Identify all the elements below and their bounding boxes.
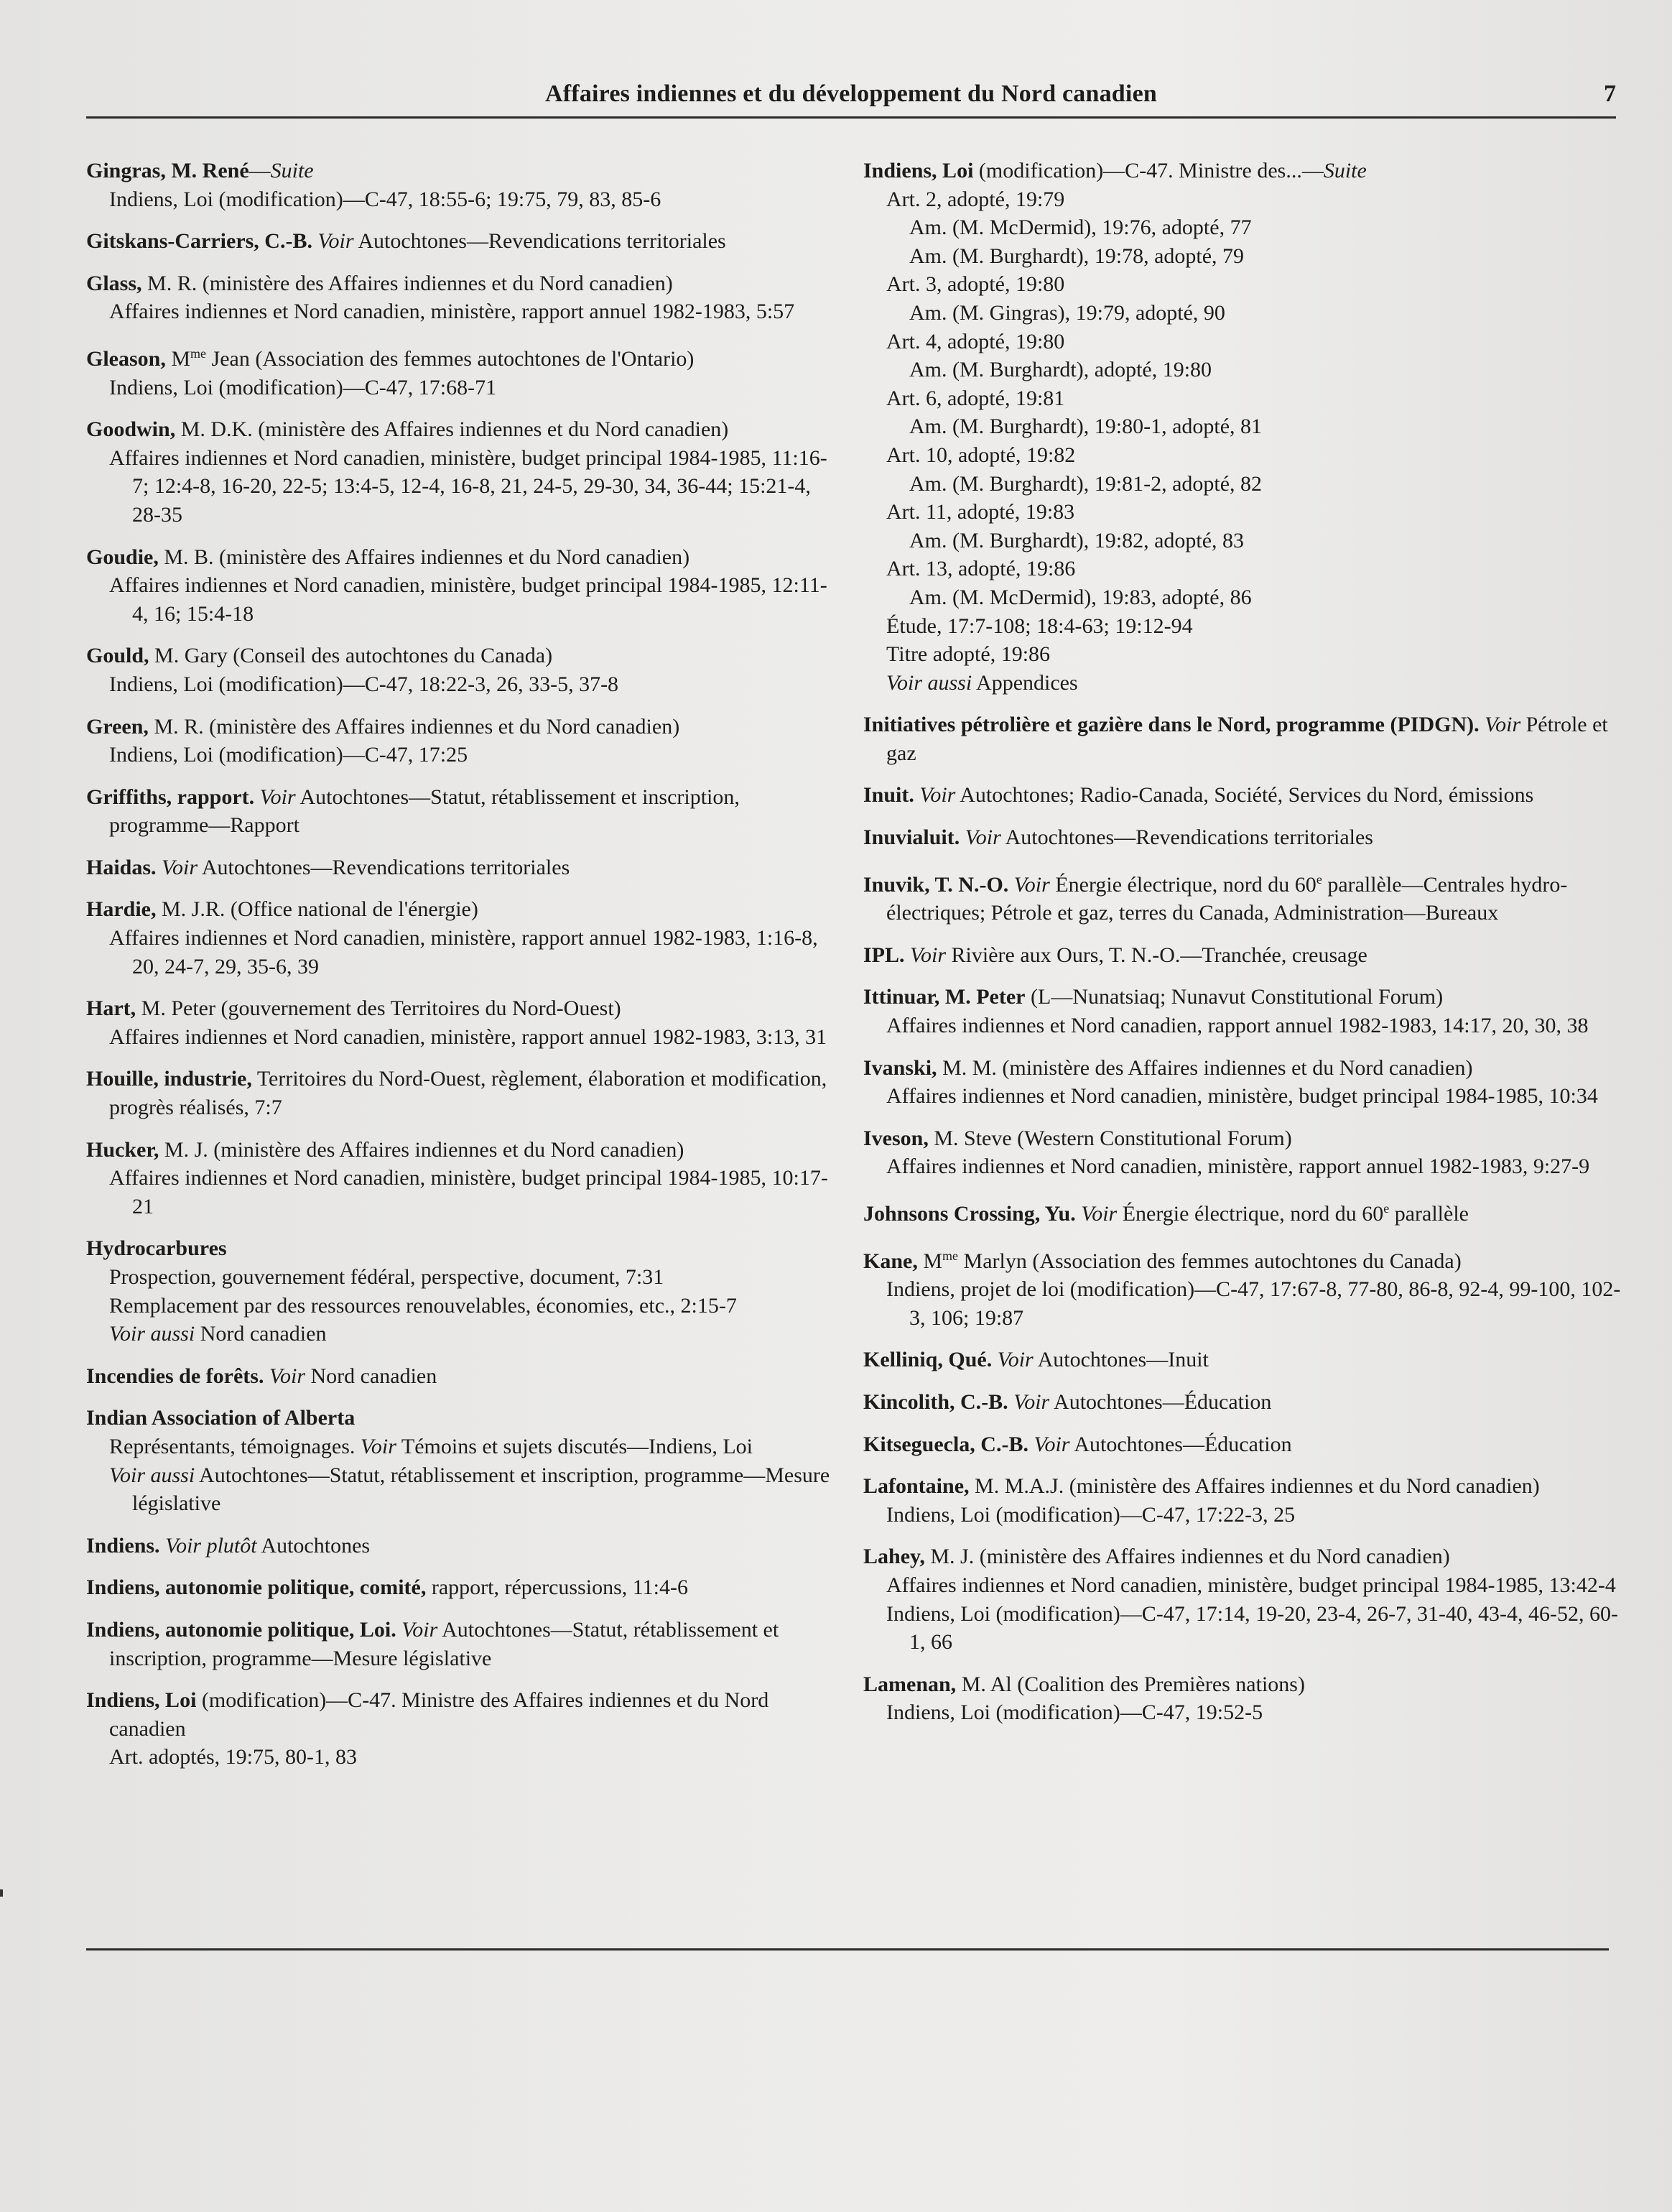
cross-reference-label: Voir (1485, 713, 1521, 737)
entry-heading-text: Gleason, (86, 346, 166, 371)
index-entry (863, 1472, 1625, 1529)
entry-text: Art. 10, adopté, 19:82 (886, 443, 1076, 467)
index-subentry (863, 270, 1625, 299)
index-entry-heading (863, 1472, 1625, 1501)
entry-heading-text: Hydrocarbures (86, 1236, 227, 1261)
index-subsubentry (863, 356, 1625, 384)
entry-text: Art. 13, adopté, 19:86 (886, 557, 1076, 581)
entry-heading-text: Hardie, (86, 897, 157, 922)
entry-text: Affaires indiennes et Nord canadien, ministère, budget principal 1984-1985, 11:16-7; 12:4-8, 16-20, 22-5; 13:4-5, 12-4, 16-8, 21, 24-5, 29-30, 34, 36-44; 15:21-4, 28-35 (109, 445, 827, 527)
index-subentry (863, 384, 1625, 413)
entry-text: parallèle—Centrales hydro-électriques; Pétrole et gaz, terres du Canada, Administration—Bureaux (886, 872, 1568, 925)
entry-text: (L—Nunatsiaq; Nunavut Constitutional Forum) (1025, 985, 1444, 1009)
entry-heading-text: Indiens. (86, 1533, 160, 1558)
entry-heading-text: Indiens, Loi (86, 1688, 197, 1713)
entry-heading-text: Hucker, (86, 1137, 159, 1162)
entry-text: Am. (M. Gingras), 19:79, adopté, 90 (909, 300, 1225, 325)
index-subsubentry (863, 527, 1625, 555)
cross-reference-label: Voir plutôt (165, 1533, 257, 1558)
entry-text: Prospection, gouvernement fédéral, perspective, document, 7:31 (109, 1265, 664, 1289)
entry-text: me (190, 346, 207, 361)
entry-heading-text: Indiens, autonomie politique, Loi. (86, 1617, 396, 1642)
index-subentry (863, 1012, 1625, 1040)
entry-text: Indiens, projet de loi (modification)—C-47, 17:67-8, 77-80, 86-8, 92-4, 99-100, 102-3, 106; 19:87 (886, 1277, 1621, 1330)
index-subentry (86, 185, 833, 214)
index-entry-heading (863, 823, 1625, 852)
index-subentry (863, 1152, 1625, 1181)
cross-reference-label: Voir (910, 943, 947, 967)
entry-heading-text: Gitskans-Carriers, C.-B. (86, 229, 312, 254)
index-subentry (863, 1275, 1625, 1332)
cross-reference-label: Voir (1013, 1389, 1050, 1414)
index-subentry (86, 571, 833, 628)
index-entry (86, 1573, 833, 1602)
index-entry-heading (863, 983, 1625, 1012)
entry-text: Nord canadien (195, 1322, 327, 1346)
entry-text: Autochtones—Statut, rétablissement et inscription, programme—Mesure législative (132, 1463, 830, 1516)
index-subentry (863, 669, 1625, 698)
index-entry-heading (86, 227, 833, 256)
entry-text: Autochtones—Revendications territoriales (1000, 825, 1373, 850)
cross-reference-label: Voir aussi (109, 1463, 195, 1487)
index-entry-heading (86, 1065, 833, 1121)
entry-text: M. R. (ministère des Affaires indiennes et du Nord canadien) (148, 714, 680, 739)
entry-text: Indiens, Loi (modification)—C-47, 17:68-71 (109, 375, 497, 399)
index-subentry (863, 555, 1625, 583)
index-entry (86, 1065, 833, 1121)
index-entry (863, 1346, 1625, 1374)
index-subentry (863, 498, 1625, 527)
index-entry-heading (86, 1616, 833, 1672)
entry-heading-text: Goudie, (86, 545, 159, 569)
entry-text: Autochtones—Revendications territoriales (198, 855, 570, 879)
index-subsubentry (863, 242, 1625, 271)
cross-reference-label: Voir (162, 855, 198, 879)
index-subentry (86, 1292, 833, 1320)
index-entry-heading (86, 1136, 833, 1165)
entry-text: M. J.R. (Office national de l'énergie) (156, 897, 478, 922)
entry-text: M (917, 1249, 943, 1273)
entry-text: Autochtones—Éducation (1049, 1389, 1272, 1414)
entry-text: e (1383, 1201, 1390, 1216)
index-entry (86, 1532, 833, 1560)
entry-text: Indiens, Loi (modification)—C-47, 17:22-3, 25 (886, 1502, 1296, 1527)
index-entry-heading (863, 1542, 1625, 1571)
index-entry (86, 895, 833, 981)
index-entry-heading (863, 1670, 1625, 1699)
index-entry-heading (863, 781, 1625, 810)
index-entry (863, 1054, 1625, 1111)
entry-text: Représentants, témoignages. (109, 1434, 361, 1458)
entry-heading-text: Kincolith, C.-B. (863, 1389, 1008, 1414)
entry-text: Titre adopté, 19:86 (886, 642, 1051, 667)
entry-heading-text: Kane, (863, 1249, 918, 1273)
entry-text: Am. (M. Burghardt), 19:78, adopté, 79 (909, 244, 1245, 268)
entry-text: Étude, 17:7-108; 18:4-63; 19:12-94 (886, 614, 1193, 638)
index-entry-heading (86, 1573, 833, 1602)
entry-text: Art. 2, adopté, 19:79 (886, 187, 1065, 211)
index-entry (863, 983, 1625, 1040)
entry-heading-text: Ittinuar, M. Peter (863, 985, 1026, 1009)
index-entry (86, 1136, 833, 1221)
page-header-title: Affaires indiennes et du développement du Nord canadien (545, 80, 1157, 107)
index-entry-heading (86, 543, 833, 572)
entry-text: Indiens, Loi (modification)—C-47, 17:25 (109, 743, 468, 767)
index-entry-heading (863, 1242, 1625, 1276)
index-entry-heading (86, 340, 833, 374)
running-header (86, 80, 1616, 119)
entry-text: Autochtones; Radio-Canada, Société, Services du Nord, émissions (955, 783, 1534, 807)
index-entry (863, 1388, 1625, 1417)
entry-text: Rivière aux Ours, T. N.-O.—Tranchée, creusage (946, 943, 1367, 967)
index-entry (863, 1430, 1625, 1459)
entry-text: Affaires indiennes et Nord canadien, ministère, rapport annuel 1982-1983, 1:16-8, 20, 24-7, 29, 35-6, 39 (109, 926, 818, 978)
entry-text: M. J. (ministère des Affaires indiennes et du Nord canadien) (924, 1545, 1450, 1569)
entry-text: M. Al (Coalition des Premières nations) (956, 1672, 1305, 1696)
entry-heading-text: IPL. (863, 943, 905, 967)
entry-text: Affaires indiennes et Nord canadien, ministère, budget principal 1984-1985, 13:42-4 (886, 1573, 1616, 1597)
entry-text (254, 785, 260, 809)
index-entry-heading (863, 1388, 1625, 1417)
cross-reference-label: Suite (270, 159, 314, 182)
index-subentry (86, 1320, 833, 1348)
index-entry (86, 340, 833, 402)
entry-heading-text: Kelliniq, Qué. (863, 1348, 993, 1372)
index-subentry (86, 1743, 833, 1772)
entry-text: parallèle (1389, 1202, 1469, 1226)
index-subentry (863, 612, 1625, 641)
index-entry (86, 853, 833, 882)
index-entry (86, 543, 833, 629)
entry-heading-text: Indiens, autonomie politique, comité, (86, 1575, 427, 1600)
index-subsubentry (863, 412, 1625, 441)
entry-heading-text: Haidas. (86, 855, 157, 879)
entry-heading-text: Griffiths, rapport. (86, 785, 255, 809)
index-subentry (863, 328, 1625, 356)
entry-text (1480, 713, 1485, 736)
index-entry-heading (863, 941, 1625, 970)
entry-text: Affaires indiennes et Nord canadien, ministère, rapport annuel 1982-1983, 3:13, 31 (109, 1024, 827, 1049)
entry-heading-text: Indian Association of Alberta (86, 1406, 356, 1430)
cross-reference-label: Voir (965, 825, 1001, 850)
entry-text: Affaires indiennes et Nord canadien, ministère, budget principal 1984-1985, 10:17-21 (109, 1166, 828, 1218)
entry-text: Autochtones—Inuit (1033, 1348, 1209, 1372)
entry-heading-text: Lahey, (863, 1545, 925, 1569)
index-entry-heading (86, 1404, 833, 1433)
index-entry-heading (863, 866, 1625, 927)
entry-heading-text: Kitseguecla, C.-B. (863, 1432, 1028, 1456)
entry-text: Art. adoptés, 19:75, 80-1, 83 (109, 1745, 357, 1769)
entry-text: Autochtones—Statut, rétablissement et inscription, programme—Mesure législative (109, 1617, 779, 1670)
index-entry (86, 1362, 833, 1391)
entry-text: Autochtones (256, 1533, 371, 1558)
entry-text (264, 1364, 269, 1388)
entry-text: Autochtones—Revendications territoriales (353, 229, 726, 254)
cross-reference-label: Voir (269, 1364, 305, 1388)
index-subentry (86, 1164, 833, 1221)
scan-mark (0, 1889, 3, 1897)
entry-text: M. J. (ministère des Affaires indiennes et du Nord canadien) (159, 1137, 684, 1162)
index-entry (86, 269, 833, 326)
index-entry (863, 781, 1625, 810)
index-subentry (86, 1023, 833, 1052)
index-subentry (863, 1698, 1625, 1727)
index-subentry (863, 1501, 1625, 1530)
entry-text: M. M. (ministère des Affaires indiennes et du Nord canadien) (937, 1055, 1473, 1080)
entry-heading-text: Iveson, (863, 1126, 929, 1150)
entry-text: Pétrole et gaz (886, 713, 1608, 765)
index-entry-heading (86, 994, 833, 1023)
index-entry (863, 1670, 1625, 1727)
index-entry (86, 1234, 833, 1348)
index-entry-heading (863, 1430, 1625, 1459)
index-entry-heading (86, 895, 833, 924)
entry-text: M. D.K. (ministère des Affaires indiennes et du Nord canadien) (175, 417, 729, 442)
entry-text: M. Peter (gouvernement des Territoires du Nord-Ouest) (136, 996, 621, 1021)
entry-text: Indiens, Loi (modification)—C-47, 18:22-3, 26, 33-5, 37-8 (109, 672, 619, 696)
cross-reference-label: Voir (259, 785, 296, 809)
entry-heading-text: Indiens, Loi (863, 159, 974, 182)
index-entry (863, 1124, 1625, 1181)
bottom-rule (86, 1948, 1609, 1950)
index-entry (863, 941, 1625, 970)
entry-heading-text: Incendies de forêts. (86, 1364, 264, 1388)
index-entry-heading (86, 783, 833, 840)
entry-heading-text: Lamenan, (863, 1672, 957, 1696)
entry-text (1008, 873, 1014, 897)
cross-reference-label: Voir (360, 1434, 396, 1458)
entry-text: Affaires indiennes et Nord canadien, rapport annuel 1982-1983, 14:17, 20, 30, 38 (886, 1014, 1589, 1038)
left-index-column (86, 157, 833, 1785)
index-subentry (863, 185, 1625, 214)
index-subentry (86, 1461, 833, 1518)
entry-text: M. Steve (Western Constitutional Forum) (928, 1126, 1292, 1150)
entry-text: M. Gary (Conseil des autochtones du Canada) (149, 644, 553, 668)
index-subentry (86, 297, 833, 326)
cross-reference-label: Voir (1034, 1432, 1070, 1456)
index-entry-heading (86, 1686, 833, 1743)
index-entry (863, 157, 1625, 697)
cross-reference-label: Voir (1081, 1202, 1118, 1226)
entry-text: M. M.A.J. (ministère des Affaires indiennes et du Nord canadien) (969, 1474, 1540, 1499)
entry-text: Nord canadien (305, 1364, 437, 1388)
cross-reference-label: Voir aussi (109, 1322, 195, 1346)
entry-text: M (165, 346, 191, 371)
entry-text (160, 1534, 166, 1558)
entry-text: M. R. (ministère des Affaires indiennes et du Nord canadien) (141, 271, 673, 295)
entry-heading-text: Glass, (86, 271, 142, 295)
entry-text: Marlyn (Association des femmes autochtones du Canada) (958, 1249, 1462, 1273)
index-entry (863, 1242, 1625, 1333)
entry-text: Am. (M. Burghardt), adopté, 19:80 (909, 358, 1212, 382)
entry-heading-text: Inuvik, T. N.-O. (863, 872, 1009, 897)
index-entry-heading (863, 1346, 1625, 1374)
entry-text: Jean (Association des femmes autochtones de l'Ontario) (206, 346, 695, 371)
index-entry (86, 642, 833, 698)
entry-heading-text: Goodwin, (86, 417, 176, 442)
index-entry-heading (863, 1124, 1625, 1153)
entry-text: Affaires indiennes et Nord canadien, ministère, rapport annuel 1982-1983, 5:57 (109, 300, 795, 324)
cross-reference-label: Voir aussi (886, 670, 972, 695)
index-subsubentry (863, 213, 1625, 242)
index-subentry (863, 1571, 1625, 1600)
index-subentry (863, 1082, 1625, 1111)
entry-text: rapport, répercussions, 11:4-6 (426, 1575, 689, 1600)
entry-text: Art. 11, adopté, 19:83 (886, 500, 1075, 524)
index-subentry (86, 741, 833, 769)
entry-text: Art. 4, adopté, 19:80 (886, 329, 1065, 353)
cross-reference-label: Voir (317, 229, 354, 254)
index-entry (863, 1542, 1625, 1656)
entry-text (992, 1348, 998, 1371)
entry-heading-text: Gould, (86, 644, 149, 668)
index-entry-heading (86, 1362, 833, 1391)
entry-heading-text: Inuit. (863, 783, 914, 807)
index-entry-heading (863, 1195, 1625, 1228)
entry-text: Art. 3, adopté, 19:80 (886, 272, 1065, 297)
index-entry (86, 415, 833, 529)
entry-heading-text: Lafontaine, (863, 1474, 970, 1499)
index-subsubentry (863, 299, 1625, 328)
index-entry-heading (863, 711, 1625, 767)
index-subentry (86, 1433, 833, 1461)
index-subsubentry (863, 583, 1625, 612)
entry-heading-text: Houille, industrie, (86, 1067, 252, 1091)
entry-heading-text: Green, (86, 714, 149, 739)
entry-text: Indiens, Loi (modification)—C-47, 19:52-5 (886, 1700, 1263, 1725)
index-entry (863, 823, 1625, 852)
index-subentry (863, 1600, 1625, 1657)
entry-text: Am. (M. Burghardt), 19:82, adopté, 83 (909, 528, 1245, 552)
entry-text: Am. (M. Burghardt), 19:81-2, adopté, 82 (909, 471, 1263, 496)
entry-text: Énergie électrique, nord du 60 (1049, 872, 1316, 897)
cross-reference-label: Voir (919, 783, 956, 807)
entry-text: me (942, 1248, 959, 1263)
index-entry-heading (86, 157, 833, 185)
index-entry-heading (86, 1234, 833, 1263)
index-entry (86, 157, 833, 213)
index-entry (86, 713, 833, 769)
index-entry-heading (863, 1054, 1625, 1083)
entry-text: Am. (M. McDermid), 19:83, adopté, 86 (909, 585, 1252, 609)
entry-heading-text: Johnsons Crossing, Yu. (863, 1202, 1076, 1226)
entry-text: Énergie électrique, nord du 60 (1117, 1202, 1384, 1226)
index-entry-heading (86, 713, 833, 741)
entry-text: Remplacement par des ressources renouvelables, économies, etc., 2:15-7 (109, 1293, 737, 1318)
entry-heading-text: Hart, (86, 996, 136, 1021)
index-entry (86, 994, 833, 1051)
cross-reference-label: Suite (1323, 159, 1367, 182)
entry-text: Autochtones—Statut, rétablissement et inscription, programme—Rapport (109, 785, 740, 838)
entry-text (905, 943, 911, 967)
entry-text: Indiens, Loi (modification)—C-47, 18:55-6; 19:75, 79, 83, 85-6 (109, 187, 661, 211)
index-entry (86, 1686, 833, 1772)
entry-heading-text: Ivanski, (863, 1055, 937, 1080)
entry-text: — (249, 159, 271, 182)
index-entry-heading (86, 269, 833, 298)
cross-reference-label: Voir (401, 1617, 438, 1642)
index-entry (86, 227, 833, 256)
entry-text: Indiens, Loi (modification)—C-47, 17:14, 19-20, 23-4, 26-7, 31-40, 43-4, 46-52, 60-1, 66 (886, 1601, 1619, 1655)
index-subentry (86, 1263, 833, 1292)
entry-text: Am. (M. Burghardt), 19:80-1, adopté, 81 (909, 415, 1263, 439)
index-entry-heading (863, 157, 1625, 185)
entry-text: Art. 6, adopté, 19:81 (886, 386, 1065, 410)
index-subentry (86, 444, 833, 529)
index-entry (863, 711, 1625, 767)
entry-text: Autochtones—Éducation (1069, 1432, 1292, 1456)
index-subentry (863, 640, 1625, 669)
index-subsubentry (863, 470, 1625, 499)
entry-text: M. B. (ministère des Affaires indiennes et du Nord canadien) (158, 545, 690, 569)
right-index-column (863, 157, 1625, 1741)
index-subentry (86, 924, 833, 981)
index-entry (863, 866, 1625, 927)
page-number: 7 (1604, 80, 1616, 107)
entry-text: Appendices (972, 670, 1078, 695)
entry-text: (modification)—C-47. Ministre des Affaires indiennes et du Nord canadien (109, 1688, 769, 1741)
index-subentry (86, 670, 833, 699)
index-entry (863, 1195, 1625, 1228)
index-entry-heading (86, 853, 833, 882)
index-entry (86, 1616, 833, 1672)
entry-text: e (1316, 871, 1322, 887)
entry-text: Affaires indiennes et Nord canadien, ministère, budget principal 1984-1985, 12:11-4, 16; 15:4-18 (109, 573, 827, 626)
index-entry-heading (86, 642, 833, 670)
index-entry-heading (86, 1532, 833, 1560)
entry-text: Affaires indiennes et Nord canadien, ministère, budget principal 1984-1985, 10:34 (886, 1084, 1598, 1109)
index-entry-heading (86, 415, 833, 444)
entry-text: (modification)—C-47. Ministre des...— (973, 159, 1324, 182)
entry-text: Territoires du Nord-Ouest, règlement, élaboration et modification, progrès réalisés, 7:7 (109, 1067, 827, 1120)
index-subentry (863, 441, 1625, 470)
entry-heading-text: Inuvialuit. (863, 825, 960, 850)
entry-text: Témoins et sujets discutés—Indiens, Loi (396, 1434, 753, 1458)
entry-text (157, 856, 162, 879)
index-entry (86, 1404, 833, 1517)
cross-reference-label: Voir (1013, 872, 1050, 897)
entry-heading-text: Initiatives pétrolière et gazière dans le Nord, programme (PIDGN). (863, 713, 1480, 737)
index-subentry (86, 374, 833, 402)
entry-text: Am. (M. McDermid), 19:76, adopté, 77 (909, 216, 1252, 240)
entry-heading-text: Gingras, M. René (86, 159, 249, 182)
entry-text (960, 825, 965, 849)
entry-text: Affaires indiennes et Nord canadien, ministère, rapport annuel 1982-1983, 9:27-9 (886, 1154, 1590, 1179)
cross-reference-label: Voir (997, 1348, 1034, 1372)
index-entry (86, 783, 833, 840)
